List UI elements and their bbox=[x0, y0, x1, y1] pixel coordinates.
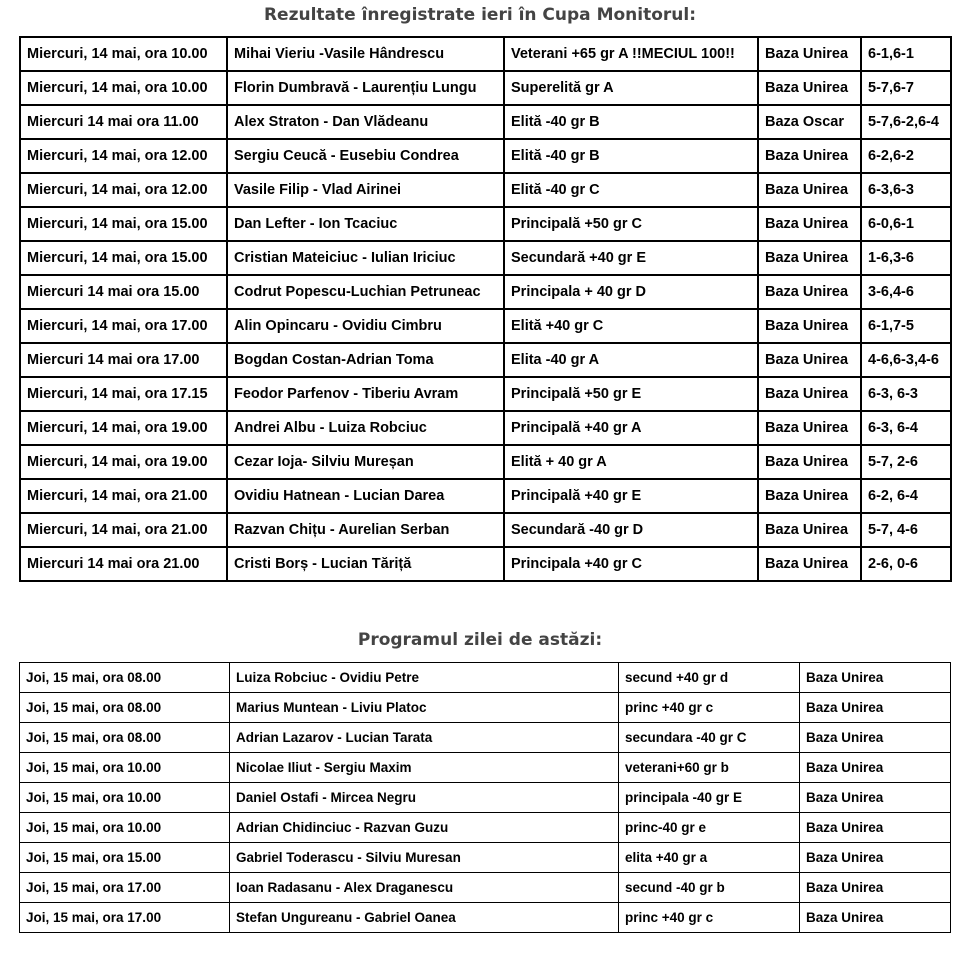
datetime-cell: Miercuri, 14 mai, ora 10.00 bbox=[20, 71, 227, 105]
score-cell: 6-1,6-1 bbox=[861, 37, 951, 71]
match-cell: Ioan Radasanu - Alex Draganescu bbox=[230, 873, 619, 903]
match-cell: Razvan Chițu - Aurelian Serban bbox=[227, 513, 504, 547]
datetime-cell: Miercuri, 14 mai, ora 15.00 bbox=[20, 241, 227, 275]
category-cell: Superelită gr A bbox=[504, 71, 758, 105]
venue-cell: Baza Unirea bbox=[800, 693, 951, 723]
table-row bbox=[20, 663, 951, 693]
score-cell: 1-6,3-6 bbox=[861, 241, 951, 275]
table-row bbox=[20, 37, 951, 71]
datetime-cell: Miercuri, 14 mai, ora 21.00 bbox=[20, 479, 227, 513]
datetime-cell: Miercuri, 14 mai, ora 12.00 bbox=[20, 139, 227, 173]
category-cell: Elită -40 gr C bbox=[504, 173, 758, 207]
datetime-cell: Miercuri 14 mai ora 21.00 bbox=[20, 547, 227, 581]
score-cell: 3-6,4-6 bbox=[861, 275, 951, 309]
table-row bbox=[20, 513, 951, 547]
category-cell: Elită +40 gr C bbox=[504, 309, 758, 343]
score-cell: 6-1,7-5 bbox=[861, 309, 951, 343]
category-cell: Principala + 40 gr D bbox=[504, 275, 758, 309]
score-cell: 5-7,6-7 bbox=[861, 71, 951, 105]
venue-cell: Baza Unirea bbox=[758, 377, 861, 411]
category-cell: secundara -40 gr C bbox=[619, 723, 800, 753]
datetime-cell: Joi, 15 mai, ora 08.00 bbox=[20, 723, 230, 753]
match-cell: Sergiu Ceucă - Eusebiu Condrea bbox=[227, 139, 504, 173]
venue-cell: Baza Unirea bbox=[758, 139, 861, 173]
datetime-cell: Miercuri 14 mai ora 11.00 bbox=[20, 105, 227, 139]
venue-cell: Baza Unirea bbox=[800, 903, 951, 933]
match-cell: Gabriel Toderascu - Silviu Muresan bbox=[230, 843, 619, 873]
match-cell: Vasile Filip - Vlad Airinei bbox=[227, 173, 504, 207]
datetime-cell: Miercuri, 14 mai, ora 15.00 bbox=[20, 207, 227, 241]
table-row bbox=[20, 207, 951, 241]
score-cell: 6-3, 6-4 bbox=[861, 411, 951, 445]
venue-cell: Baza Unirea bbox=[758, 411, 861, 445]
venue-cell: Baza Unirea bbox=[758, 445, 861, 479]
category-cell: Principală +40 gr E bbox=[504, 479, 758, 513]
table-row bbox=[20, 753, 951, 783]
category-cell: Elită -40 gr B bbox=[504, 105, 758, 139]
match-cell: Adrian Chidinciuc - Razvan Guzu bbox=[230, 813, 619, 843]
table-row bbox=[20, 241, 951, 275]
table-row bbox=[20, 903, 951, 933]
match-cell: Feodor Parfenov - Tiberiu Avram bbox=[227, 377, 504, 411]
venue-cell: Baza Unirea bbox=[758, 207, 861, 241]
venue-cell: Baza Unirea bbox=[758, 241, 861, 275]
category-cell: principala -40 gr E bbox=[619, 783, 800, 813]
table-row bbox=[20, 173, 951, 207]
table-row bbox=[20, 843, 951, 873]
schedule-title: Programul zilei de astăzi: bbox=[357, 630, 603, 650]
category-cell: Veterani +65 gr A !!MECIUL 100!! bbox=[504, 37, 758, 71]
datetime-cell: Miercuri, 14 mai, ora 10.00 bbox=[20, 37, 227, 71]
venue-cell: Baza Unirea bbox=[800, 753, 951, 783]
category-cell: princ +40 gr c bbox=[619, 693, 800, 723]
venue-cell: Baza Unirea bbox=[758, 173, 861, 207]
match-cell: Luiza Robciuc - Ovidiu Petre bbox=[230, 663, 619, 693]
datetime-cell: Miercuri, 14 mai, ora 19.00 bbox=[20, 411, 227, 445]
match-cell: Adrian Lazarov - Lucian Tarata bbox=[230, 723, 619, 753]
match-cell: Andrei Albu - Luiza Robciuc bbox=[227, 411, 504, 445]
venue-cell: Baza Unirea bbox=[758, 37, 861, 71]
venue-cell: Baza Unirea bbox=[800, 783, 951, 813]
score-cell: 5-7, 4-6 bbox=[861, 513, 951, 547]
score-cell: 2-6, 0-6 bbox=[861, 547, 951, 581]
table-row bbox=[20, 873, 951, 903]
venue-cell: Baza Unirea bbox=[758, 309, 861, 343]
venue-cell: Baza Unirea bbox=[800, 723, 951, 753]
venue-cell: Baza Unirea bbox=[800, 873, 951, 903]
venue-cell: Baza Unirea bbox=[758, 275, 861, 309]
table-row bbox=[20, 479, 951, 513]
datetime-cell: Joi, 15 mai, ora 08.00 bbox=[20, 693, 230, 723]
category-cell: Elită + 40 gr A bbox=[504, 445, 758, 479]
match-cell: Dan Lefter - Ion Tcaciuc bbox=[227, 207, 504, 241]
match-cell: Nicolae Iliut - Sergiu Maxim bbox=[230, 753, 619, 783]
match-cell: Alin Opincaru - Ovidiu Cimbru bbox=[227, 309, 504, 343]
category-cell: Principala +40 gr C bbox=[504, 547, 758, 581]
match-cell: Stefan Ungureanu - Gabriel Oanea bbox=[230, 903, 619, 933]
category-cell: princ-40 gr e bbox=[619, 813, 800, 843]
datetime-cell: Joi, 15 mai, ora 10.00 bbox=[20, 753, 230, 783]
table-row bbox=[20, 377, 951, 411]
datetime-cell: Joi, 15 mai, ora 15.00 bbox=[20, 843, 230, 873]
table-row bbox=[20, 693, 951, 723]
table-row bbox=[20, 783, 951, 813]
match-cell: Codrut Popescu-Luchian Petruneac bbox=[227, 275, 504, 309]
score-cell: 6-3, 6-3 bbox=[861, 377, 951, 411]
datetime-cell: Joi, 15 mai, ora 17.00 bbox=[20, 873, 230, 903]
datetime-cell: Miercuri 14 mai ora 15.00 bbox=[20, 275, 227, 309]
match-cell: Cezar Ioja- Silviu Mureșan bbox=[227, 445, 504, 479]
datetime-cell: Joi, 15 mai, ora 17.00 bbox=[20, 903, 230, 933]
category-cell: secund -40 gr b bbox=[619, 873, 800, 903]
results-title: Rezultate înregistrate ieri în Cupa Monitorul: bbox=[263, 5, 697, 25]
match-cell: Daniel Ostafi - Mircea Negru bbox=[230, 783, 619, 813]
table-row bbox=[20, 411, 951, 445]
venue-cell: Baza Unirea bbox=[800, 813, 951, 843]
venue-cell: Baza Unirea bbox=[758, 547, 861, 581]
venue-cell: Baza Unirea bbox=[758, 513, 861, 547]
table-row bbox=[20, 547, 951, 581]
table-row bbox=[20, 445, 951, 479]
schedule-table bbox=[19, 662, 951, 933]
category-cell: veterani+60 gr b bbox=[619, 753, 800, 783]
datetime-cell: Miercuri 14 mai ora 17.00 bbox=[20, 343, 227, 377]
datetime-cell: Joi, 15 mai, ora 08.00 bbox=[20, 663, 230, 693]
datetime-cell: Miercuri, 14 mai, ora 21.00 bbox=[20, 513, 227, 547]
datetime-cell: Miercuri, 14 mai, ora 12.00 bbox=[20, 173, 227, 207]
table-row bbox=[20, 105, 951, 139]
match-cell: Cristian Mateiciuc - Iulian Iriciuc bbox=[227, 241, 504, 275]
match-cell: Alex Straton - Dan Vlădeanu bbox=[227, 105, 504, 139]
venue-cell: Baza Unirea bbox=[758, 71, 861, 105]
category-cell: Principală +50 gr E bbox=[504, 377, 758, 411]
table-row bbox=[20, 813, 951, 843]
match-cell: Cristi Borș - Lucian Tăriță bbox=[227, 547, 504, 581]
venue-cell: Baza Unirea bbox=[758, 343, 861, 377]
match-cell: Bogdan Costan-Adrian Toma bbox=[227, 343, 504, 377]
score-cell: 6-2,6-2 bbox=[861, 139, 951, 173]
table-row bbox=[20, 139, 951, 173]
score-cell: 4-6,6-3,4-6 bbox=[861, 343, 951, 377]
datetime-cell: Joi, 15 mai, ora 10.00 bbox=[20, 813, 230, 843]
datetime-cell: Miercuri, 14 mai, ora 17.15 bbox=[20, 377, 227, 411]
score-cell: 6-2, 6-4 bbox=[861, 479, 951, 513]
category-cell: elita +40 gr a bbox=[619, 843, 800, 873]
table-row bbox=[20, 343, 951, 377]
venue-cell: Baza Unirea bbox=[800, 663, 951, 693]
category-cell: Secundară +40 gr E bbox=[504, 241, 758, 275]
category-cell: Elita -40 gr A bbox=[504, 343, 758, 377]
score-cell: 5-7, 2-6 bbox=[861, 445, 951, 479]
category-cell: princ +40 gr c bbox=[619, 903, 800, 933]
table-row bbox=[20, 275, 951, 309]
category-cell: Principală +40 gr A bbox=[504, 411, 758, 445]
match-cell: Mihai Vieriu -Vasile Hândrescu bbox=[227, 37, 504, 71]
category-cell: Elită -40 gr B bbox=[504, 139, 758, 173]
category-cell: secund +40 gr d bbox=[619, 663, 800, 693]
results-table bbox=[19, 36, 952, 582]
venue-cell: Baza Unirea bbox=[758, 479, 861, 513]
score-cell: 5-7,6-2,6-4 bbox=[861, 105, 951, 139]
score-cell: 6-0,6-1 bbox=[861, 207, 951, 241]
score-cell: 6-3,6-3 bbox=[861, 173, 951, 207]
category-cell: Principală +50 gr C bbox=[504, 207, 758, 241]
table-row bbox=[20, 309, 951, 343]
table-row bbox=[20, 71, 951, 105]
match-cell: Ovidiu Hatnean - Lucian Darea bbox=[227, 479, 504, 513]
table-row bbox=[20, 723, 951, 753]
category-cell: Secundară -40 gr D bbox=[504, 513, 758, 547]
match-cell: Marius Muntean - Liviu Platoc bbox=[230, 693, 619, 723]
datetime-cell: Miercuri, 14 mai, ora 19.00 bbox=[20, 445, 227, 479]
venue-cell: Baza Oscar bbox=[758, 105, 861, 139]
venue-cell: Baza Unirea bbox=[800, 843, 951, 873]
datetime-cell: Miercuri, 14 mai, ora 17.00 bbox=[20, 309, 227, 343]
datetime-cell: Joi, 15 mai, ora 10.00 bbox=[20, 783, 230, 813]
match-cell: Florin Dumbravă - Laurențiu Lungu bbox=[227, 71, 504, 105]
